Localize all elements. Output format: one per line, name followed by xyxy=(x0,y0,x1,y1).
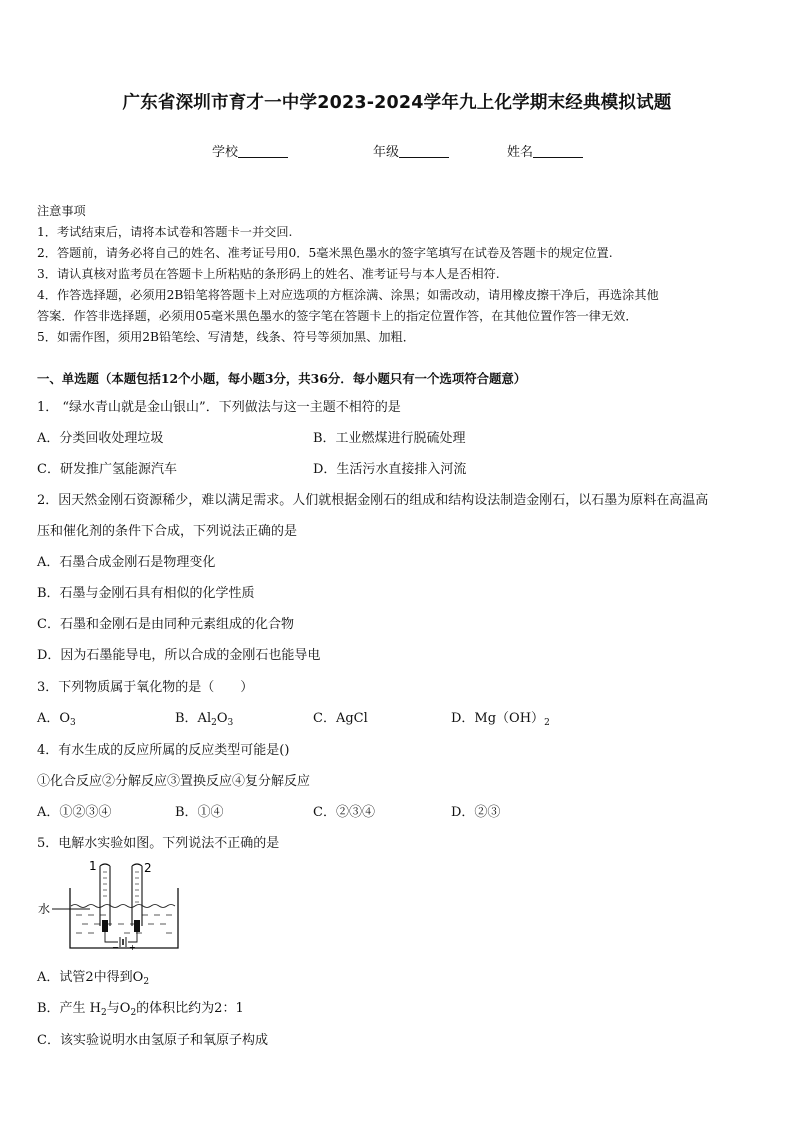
q1-option-b: B．工业燃煤进行脱硫处理 xyxy=(313,431,466,446)
q1-stem: 1． “绿水青山就是金山银山”．下列做法与这一主题不相符的是 xyxy=(37,400,401,415)
school-label: 学校 xyxy=(212,145,239,160)
grade-field xyxy=(373,141,449,160)
notice-item-1: 1．考试结束后，请将本试卷和答题卡一并交回. xyxy=(37,225,293,239)
q2-option-c: C．石墨和金刚石是由同种元素组成的化合物 xyxy=(37,617,294,632)
q2-option-b: B．石墨与金刚石具有相似的化学性质 xyxy=(37,586,255,601)
q3-stem: 3．下列物质属于氧化物的是（ ） xyxy=(37,680,254,695)
water-label: 水 xyxy=(38,902,51,916)
q5-stem: 5．电解水实验如图。下列说法不正确的是 xyxy=(37,836,280,851)
q2-stem-line1: 2．因天然金刚石资源稀少，难以满足需求。人们就根据金刚石的组成和结构设法制造金刚石，以石墨为原料在高温高 xyxy=(37,493,709,508)
q3-option-d: D．$Mg(OH)_2$ xyxy=(451,711,550,728)
q2-stem-line2: 压和催化剂的条件下合成，下列说法正确的是 xyxy=(37,524,298,539)
svg-text:−: − xyxy=(112,943,119,952)
tube2-label: 2 xyxy=(144,861,152,875)
q4-stem: 4．有水生成的反应所属的反应类型可能是() xyxy=(37,743,290,758)
notice-item-4: 4．作答选择题，必须用2B铅笔将答题卡上对应选项的方框涂满、涂黑；如需改动，请用橡皮擦干净后，再选涂其他 xyxy=(37,288,659,302)
q2-option-d: D．因为石墨能导电，所以合成的金刚石也能导电 xyxy=(37,648,321,663)
q5-option-c: C．该实验说明水由氢原子和氧原子构成 xyxy=(37,1033,268,1048)
electrolysis-diagram xyxy=(36,858,186,958)
q4-option-c: C．②③④ xyxy=(313,805,375,820)
q5-option-b: B．产生 $H_2$与$O_2$的体积比约为2：1 xyxy=(37,1001,244,1018)
q4-option-a: A．①②③④ xyxy=(37,805,112,820)
q4-option-b: B．①④ xyxy=(175,805,224,820)
grade-label: 年级 xyxy=(373,145,400,160)
q1-option-d: D．生活污水直接排入河流 xyxy=(313,462,467,477)
grade-blank xyxy=(399,145,449,158)
q1-option-c: C．研发推广氢能源汽车 xyxy=(37,462,177,477)
q1-option-a: A．分类回收处理垃圾 xyxy=(37,431,164,446)
q2-option-a: A．石墨合成金刚石是物理变化 xyxy=(37,555,216,570)
q4-option-d: D．②③ xyxy=(451,805,501,820)
q3-option-c: C．AgCl xyxy=(313,711,368,726)
name-label: 姓名 xyxy=(507,145,534,160)
q4-reaction-types: ①化合反应②分解反应③置换反应④复分解反应 xyxy=(37,774,311,789)
tube1-label: 1 xyxy=(89,859,97,873)
svg-text:+: + xyxy=(129,943,136,952)
page-title: 广东省深圳市育才一中学2023-2024学年九上化学期末经典模拟试题 xyxy=(122,93,672,113)
school-field xyxy=(212,141,288,160)
name-field xyxy=(507,141,583,160)
school-blank xyxy=(238,145,288,158)
notice-item-2: 2．答题前，请务必将自己的姓名、准考证号用0．5毫米黑色墨水的签字笔填写在试卷及答题卡的规定位置. xyxy=(37,246,613,260)
q3-option-b: B．$Al_2O_3$ xyxy=(175,711,234,728)
section-heading: 一、单选题（本题包括12个小题，每小题3分，共36分．每小题只有一个选项符合题意） xyxy=(37,371,527,386)
q3-option-a: A．$O_3$ xyxy=(37,711,76,728)
notice-item-4-cont: 答案．作答非选择题，必须用05毫米黑色墨水的签字笔在答题卡上的指定位置作答，在其他位置作答一律无效． xyxy=(37,309,638,323)
notice-item-3: 3．请认真核对监考员在答题卡上所粘贴的条形码上的姓名、准考证号与本人是否相符. xyxy=(37,267,500,281)
q5-option-a: A．试管2中得到$O_2$ xyxy=(37,970,150,987)
notice-heading: 注意事项 xyxy=(37,204,86,218)
notice-item-5: 5．如需作图，须用2B铅笔绘、写清楚，线条、符号等须加黑、加粗． xyxy=(37,330,415,344)
name-blank xyxy=(533,145,583,158)
